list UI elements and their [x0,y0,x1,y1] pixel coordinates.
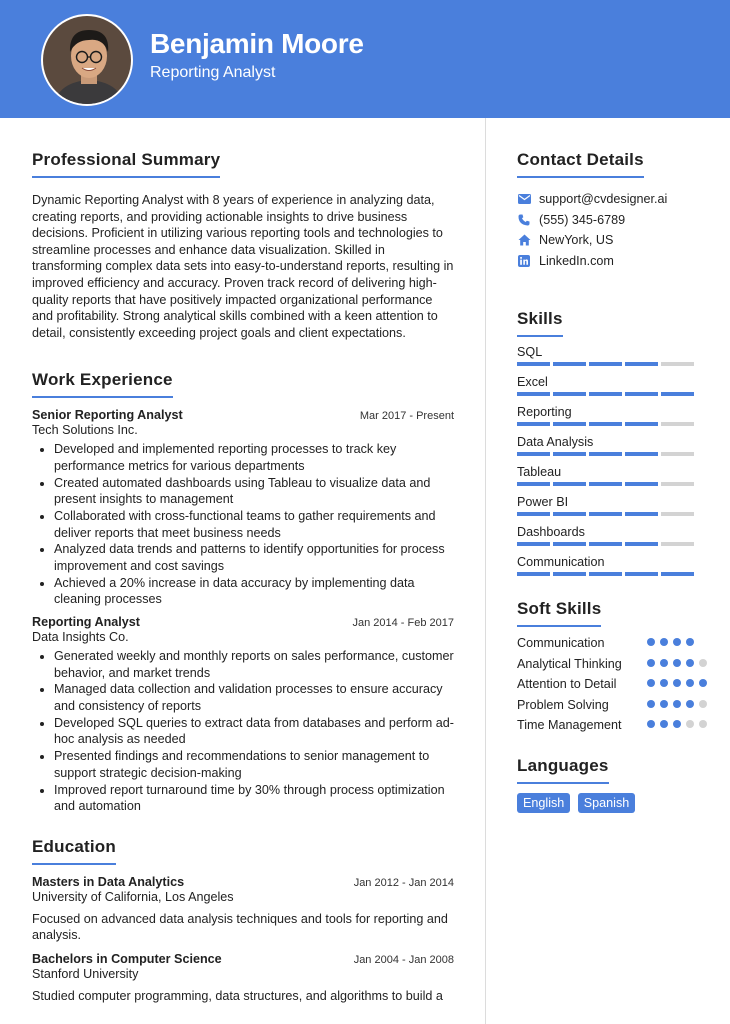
experience-section [32,370,454,814]
skill-label: SQL [517,345,543,359]
education-item [32,952,454,1005]
skill-item [517,463,707,486]
job-title: Reporting Analyst [32,615,140,630]
rating-dot [686,720,694,728]
list-item: • Generated weekly and monthly reports on sales performance, customer behavior, and market trends [54,648,454,681]
languages-heading: Languages [517,756,609,784]
skill-item [517,493,707,516]
rating-dot [647,638,655,646]
education-heading: Education [32,837,116,865]
list-item: • Collaborated with cross-functional teams to gather requirements and deliver reports that meet business needs [54,508,454,541]
skill-level-segment [661,362,694,366]
candidate-name: Benjamin Moore [150,28,364,59]
skill-item [517,343,707,366]
skill-label: Data Analysis [517,435,594,449]
rating-dot [673,659,681,667]
list-item: • Managed data collection and validation processes to ensure accuracy and consistency of reports [54,681,454,714]
soft-skill-rating [647,656,707,673]
list-item: • Developed and implemented reporting processes to track key performance metrics for various departments [54,441,454,474]
education-item [32,875,454,944]
skills-list [517,343,707,576]
skill-level-segment [517,542,550,546]
job-title: Senior Reporting Analyst [32,408,183,423]
rating-dot [699,700,707,708]
job-date: Jan 2014 - Feb 2017 [352,617,454,630]
contact-section [517,150,707,271]
school-name: University of California, Los Angeles [32,889,234,904]
experience-heading: Work Experience [32,370,173,398]
column-divider [485,118,486,1024]
job-item [32,615,454,815]
contact-phone[interactable] [517,210,707,231]
soft-skills-section [517,599,707,734]
skill-level-bar [517,512,707,516]
rating-dot [660,679,668,687]
degree-title: Masters in Data Analytics [32,874,185,889]
skill-item [517,523,707,546]
skill-level-bar [517,572,707,576]
skill-level-segment [553,512,586,516]
rating-dot [647,720,655,728]
skill-level-segment [661,572,694,576]
email-text: support@cvdesigner.ai [539,192,668,207]
skill-level-segment [553,542,586,546]
list-item: • Presented findings and recommendations to senior management to support strategic decision-making [54,748,454,781]
contact-location [517,230,707,251]
soft-skill-label: Attention to Detail [517,677,617,692]
skill-level-segment [589,512,622,516]
contact-heading: Contact Details [517,150,644,178]
skill-level-segment [625,542,658,546]
soft-skill-rating [647,676,707,693]
rating-dot [660,720,668,728]
skill-level-segment [553,482,586,486]
skill-level-segment [589,572,622,576]
soft-skill-label: Problem Solving [517,697,609,712]
school-name: Stanford University [32,966,139,981]
skill-level-bar [517,392,707,396]
skill-level-segment [661,482,694,486]
rating-dot [699,679,707,687]
list-item: • Created automated dashboards using Tableau to visualize data and present insights to management [54,475,454,508]
skill-label: Tableau [517,465,562,479]
skill-level-segment [625,392,658,396]
skill-level-segment [661,512,694,516]
location-text: NewYork, US [539,233,614,248]
rating-dot [647,679,655,687]
envelope-icon [517,192,531,206]
candidate-title: Reporting Analyst [150,64,276,81]
skill-level-segment [589,452,622,456]
soft-skill-item [517,656,707,673]
summary-heading: Professional Summary [32,150,220,178]
resume-header [0,0,730,118]
job-bullets [32,648,454,815]
skill-level-segment [589,362,622,366]
skill-level-segment [553,422,586,426]
home-icon [517,233,531,247]
skill-level-segment [661,542,694,546]
rating-dot [673,700,681,708]
languages-section [517,756,707,813]
soft-skill-rating [647,697,707,714]
skill-level-segment [625,512,658,516]
skill-level-segment [661,422,694,426]
skill-level-segment [625,482,658,486]
skill-level-segment [625,572,658,576]
side-column [517,150,707,813]
soft-skill-item [517,717,707,734]
skill-level-segment [517,452,550,456]
skill-level-segment [517,512,550,516]
rating-dot [673,720,681,728]
skill-level-segment [517,392,550,396]
degree-title: Bachelors in Computer Science [32,951,222,966]
skill-level-bar [517,362,707,366]
list-item: • Improved report turnaround time by 30% through process optimization and automation [54,782,454,815]
skill-level-segment [625,422,658,426]
skill-level-segment [625,362,658,366]
skill-label: Dashboards [517,525,585,539]
degree-date: Jan 2012 - Jan 2014 [353,876,454,889]
rating-dot [673,638,681,646]
soft-skill-item [517,697,707,714]
skill-label: Power BI [517,495,569,509]
list-item: • Developed SQL queries to extract data from databases and perform ad-hoc analysis as needed [54,715,454,748]
language-badge: English [517,793,570,813]
linkedin-text: LinkedIn.com [539,253,614,268]
skill-label: Reporting [517,405,572,419]
contact-linkedin[interactable] [517,251,707,272]
soft-skills-list [517,635,707,734]
job-company: Data Insights Co. [32,630,129,645]
rating-dot [673,679,681,687]
job-bullets [32,441,454,608]
skill-level-segment [553,392,586,396]
rating-dot [699,720,707,728]
skill-level-segment [589,482,622,486]
skill-level-segment [661,392,694,396]
rating-dot [686,638,694,646]
job-company: Tech Solutions Inc. [32,423,138,438]
phone-icon [517,213,531,227]
skill-level-segment [553,572,586,576]
skill-item [517,373,707,396]
skill-level-segment [589,422,622,426]
avatar [41,14,133,106]
phone-text: (555) 345-6789 [539,212,626,227]
skill-label: Excel [517,375,548,389]
summary-section [32,150,454,341]
rating-dot [699,659,707,667]
soft-skill-rating [647,635,707,652]
rating-dot [647,659,655,667]
rating-dot [660,638,668,646]
skill-level-segment [517,422,550,426]
degree-date: Jan 2004 - Jan 2008 [353,953,454,966]
skill-level-segment [517,482,550,486]
soft-skill-label: Time Management [517,718,622,733]
summary-text: Dynamic Reporting Analyst with 8 years of experience in analyzing data, creating reports, and providing actionable insights to drive business decisions. Proficient in utilizing various reporting tools and technologies to streamline processes and enhance data visualization. Skilled in transforming complex data sets into easy-to-understand reports, resulting in improved efficiency and accuracy. Proven track record of delivering high-quality reports that have positively impacted organizational performance and profitability. Strong analytical skills combined with a keen attention to detail, consistently exceeding project goals and client expectations. [32,193,454,340]
rating-dot [686,679,694,687]
rating-dot [686,659,694,667]
skill-label: Communication [517,555,605,569]
skill-level-segment [517,572,550,576]
rating-dot [660,659,668,667]
skill-item [517,403,707,426]
soft-skill-item [517,635,707,652]
job-item [32,408,454,608]
skill-level-segment [625,452,658,456]
skill-level-bar [517,542,707,546]
soft-skills-heading: Soft Skills [517,599,601,627]
list-item: • Achieved a 20% increase in data accuracy by implementing data cleaning processes [54,575,454,608]
education-section [32,837,454,1005]
skill-level-segment [553,362,586,366]
main-column [32,150,454,1005]
languages-list [517,793,707,813]
skill-level-segment [589,542,622,546]
skills-section [517,309,707,576]
soft-skill-item [517,676,707,693]
skill-level-bar [517,482,707,486]
rating-dot [660,700,668,708]
soft-skill-label: Communication [517,636,605,650]
soft-skill-label: Analytical Thinking [517,656,622,671]
degree-description: Focused on advanced data analysis techniques and tools for reporting and analysis. [32,911,448,943]
list-item: • Analyzed data trends and patterns to identify opportunities for process improvement and cost savings [54,541,454,574]
skill-item [517,433,707,456]
job-date: Mar 2017 - Present [359,410,454,423]
linkedin-icon [517,254,531,268]
skill-level-bar [517,422,707,426]
skill-level-segment [661,452,694,456]
skill-level-segment [553,452,586,456]
skill-level-segment [589,392,622,396]
skill-level-bar [517,452,707,456]
skill-item [517,553,707,576]
language-badge: Spanish [578,793,636,813]
contact-email[interactable] [517,189,707,210]
degree-description: Studied computer programming, data structures, and algorithms to build a [32,988,443,1003]
skill-level-segment [517,362,550,366]
skills-heading: Skills [517,309,563,337]
soft-skill-rating [647,717,707,734]
rating-dot [647,700,655,708]
rating-dot [686,700,694,708]
